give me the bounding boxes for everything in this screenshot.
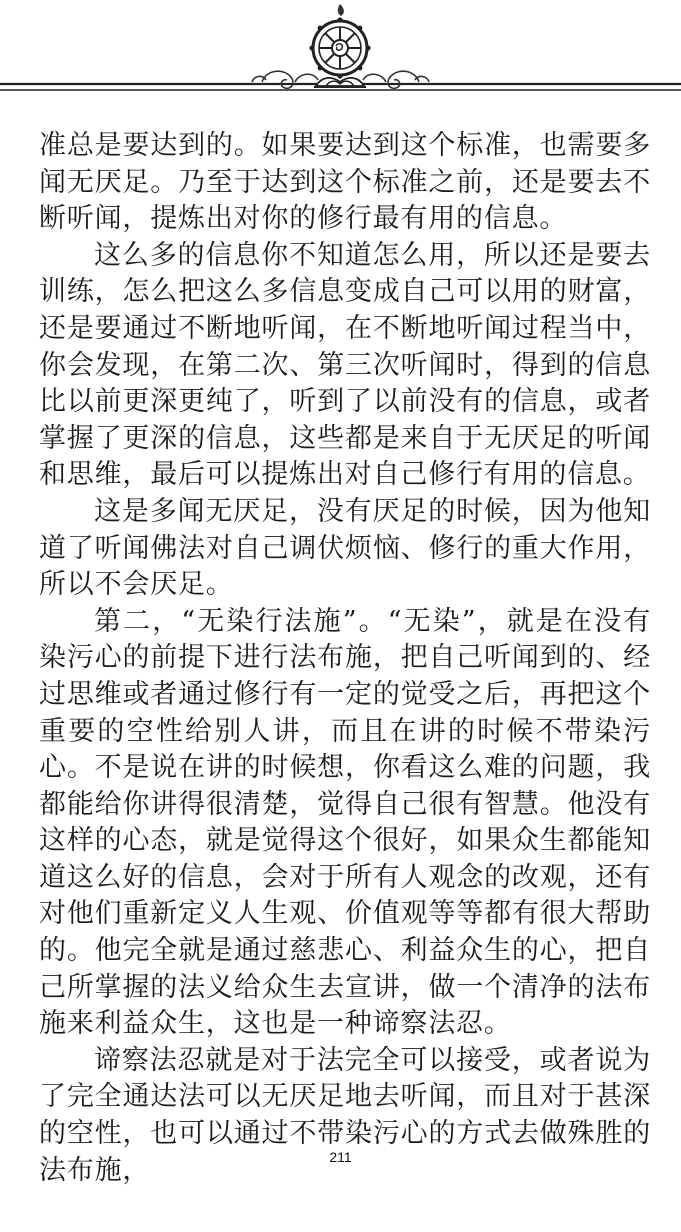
- paragraph: 准总是要达到的。如果要达到这个标准，也需要多闻无厌足。乃至于达到这个标准之前，还是要去不断听闻，提炼出对你的修行最有用的信息。: [39, 130, 651, 235]
- paragraph: 这么多的信息你不知道怎么用，所以还是要去训练，怎么把这么多信息变成自己可以用的财富，还是要通过不断地听闻，在不断地听闻过程当中，你会发现，在第二次、第三次听闻时，得到的信息比以前更深更纯了，听到了以前没有的信息，或者掌握了更深的信息，这些都是来自于无厌足的听闻和思维，最后可以提炼出对自己修行有用的信息。: [39, 239, 651, 491]
- header-ornament: [0, 0, 681, 110]
- right-cloud-icon: [363, 71, 429, 88]
- left-cloud-icon: [252, 71, 318, 88]
- paragraph: 第二，“无染行法施”。“无染”，就是在没有染污心的前提下进行法布施，把自己听闻到的、经过思维或者通过修行有一定的觉受之后，再把这个重要的空性给别人讲，而且在讲的时候不带染污心。不是说在讲的时候想，你看这么难的问题，我都能给你讲得很清楚，觉得自己很有智慧。他没有这样的心态，就是觉得这个很好，如果众生都能知道这么好的信息，会对于所有人观念的改观，还有对他们重新定义人生观、价值观等等都有很大帮助的。他完全就是通过慈悲心、利益众生的心，把自己所掌握的法义给众生去宣讲，做一个清净的法布施来利益众生，这也是一种谛察法忍。: [39, 605, 651, 1040]
- paragraph: 谛察法忍就是对于法完全可以接受，或者说为了完全通达法可以无厌足地去听闻，而且对于甚深的空性，也可以通过不带染污心的方式去做殊胜的法布施，: [39, 1044, 651, 1186]
- page-number: 211: [329, 1149, 352, 1165]
- paragraph: 这是多闻无厌足，没有厌足的时候，因为他知道了听闻佛法对自己调伏烦恼、修行的重大作用，所以不会厌足。: [39, 495, 651, 601]
- dharma-wheel-icon: [309, 4, 370, 87]
- body-text: [39, 128, 651, 1189]
- page-header: [0, 0, 681, 110]
